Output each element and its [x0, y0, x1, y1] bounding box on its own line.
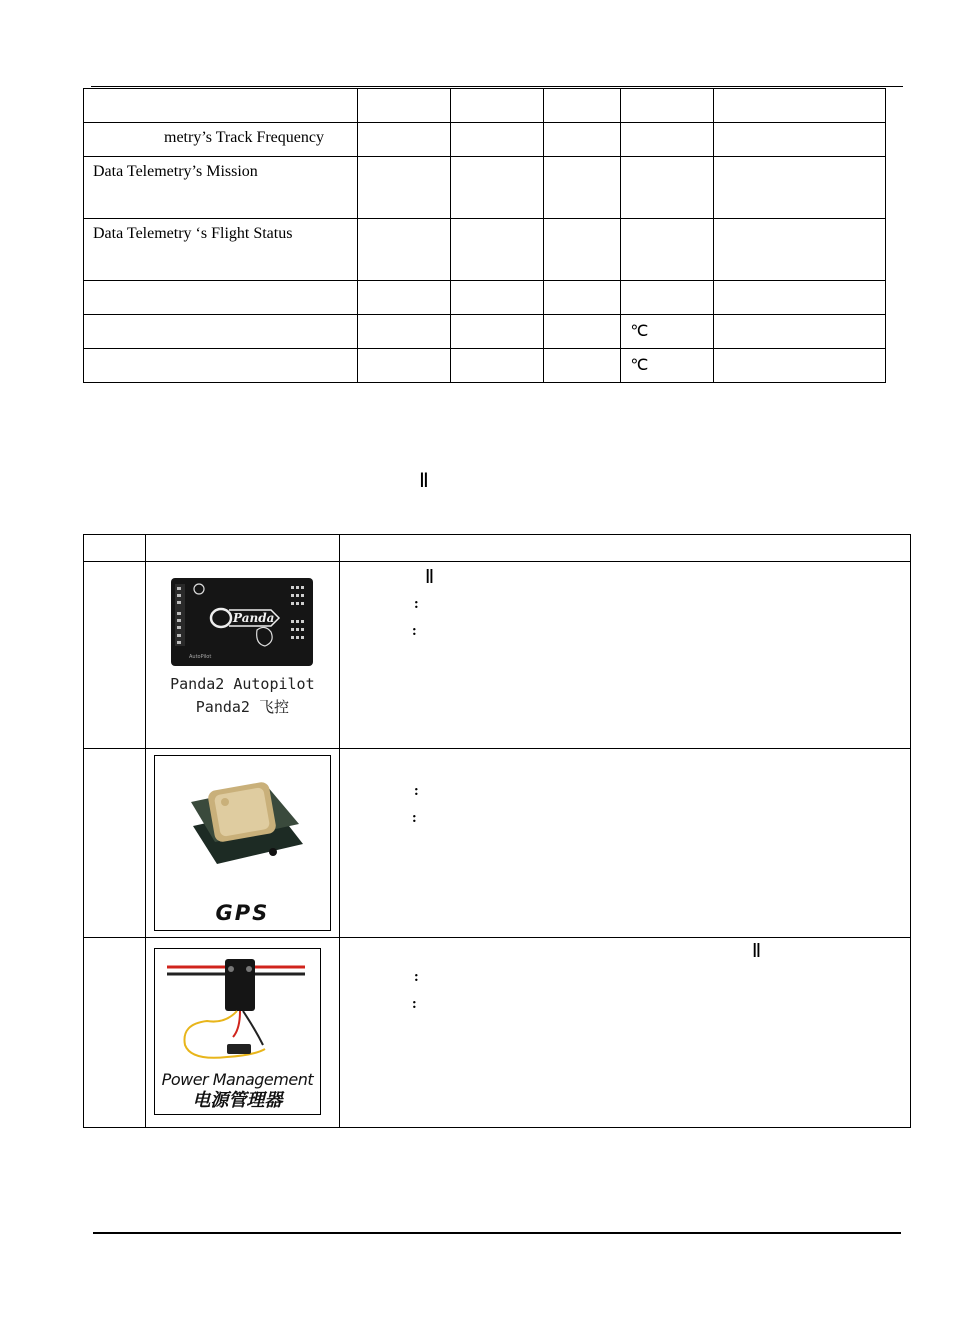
- header-rule: [91, 86, 903, 87]
- table-row: [84, 281, 886, 315]
- power-description: [339, 938, 910, 1128]
- spec-unit: [621, 123, 714, 157]
- spec-label: [84, 315, 358, 349]
- spec-unit: [621, 157, 714, 219]
- gps-module-image: [154, 755, 331, 931]
- autopilot-description: [339, 562, 910, 749]
- gps-description: [339, 749, 910, 938]
- table-row: [84, 315, 886, 349]
- svg-text:Panda: Panda: [233, 611, 275, 625]
- spec-table: [83, 88, 886, 383]
- power-module-image: [154, 948, 321, 1115]
- spec-unit: [621, 219, 714, 281]
- spec-unit: [621, 89, 714, 123]
- colon-mark: :: [413, 783, 419, 799]
- table-row: [84, 749, 911, 938]
- table-row: [84, 123, 886, 157]
- colon-mark: :: [411, 996, 417, 1012]
- spec-label: metry’s Track Frequency: [84, 123, 358, 157]
- autopilot-caption-cn: Panda2 飞控: [195, 698, 289, 716]
- table-row: [84, 349, 886, 383]
- spec-label: [84, 349, 358, 383]
- section-number: Ⅱ: [419, 470, 429, 492]
- spec-label: [84, 89, 358, 123]
- power-caption-cn: 电源管理器: [192, 1090, 283, 1111]
- table-row: [84, 938, 911, 1128]
- autopilot-board-image: [167, 574, 317, 670]
- power-caption-en: Power Management: [161, 1070, 314, 1089]
- footer-rule: [93, 1232, 901, 1234]
- colon-mark: :: [411, 623, 417, 639]
- colon-mark: :: [413, 969, 419, 985]
- table-row: [84, 157, 886, 219]
- spec-label: [84, 281, 358, 315]
- gps-caption: GPS: [215, 901, 270, 925]
- svg-text:AutoPilot: AutoPilot: [189, 654, 212, 660]
- parts-table: [83, 534, 911, 1128]
- spec-unit: ℃: [621, 315, 714, 349]
- model-mark: Ⅱ: [751, 941, 762, 962]
- spec-label: Data Telemetry ‘s Flight Status: [84, 219, 358, 281]
- spec-unit: [621, 281, 714, 315]
- table-row: [84, 562, 911, 749]
- colon-mark: :: [413, 596, 419, 612]
- power-image-cell: [145, 938, 339, 1128]
- autopilot-image-cell: [145, 562, 339, 749]
- table-header-row: [84, 535, 911, 562]
- model-mark: Ⅱ: [424, 567, 435, 588]
- colon-mark: :: [411, 810, 417, 826]
- spec-label: Data Telemetry’s Mission: [84, 157, 358, 219]
- table-row: [84, 89, 886, 123]
- gps-image-cell: [145, 749, 339, 938]
- spec-unit: ℃: [621, 349, 714, 383]
- autopilot-caption-en: Panda2 Autopilot: [170, 675, 315, 693]
- table-row: [84, 219, 886, 281]
